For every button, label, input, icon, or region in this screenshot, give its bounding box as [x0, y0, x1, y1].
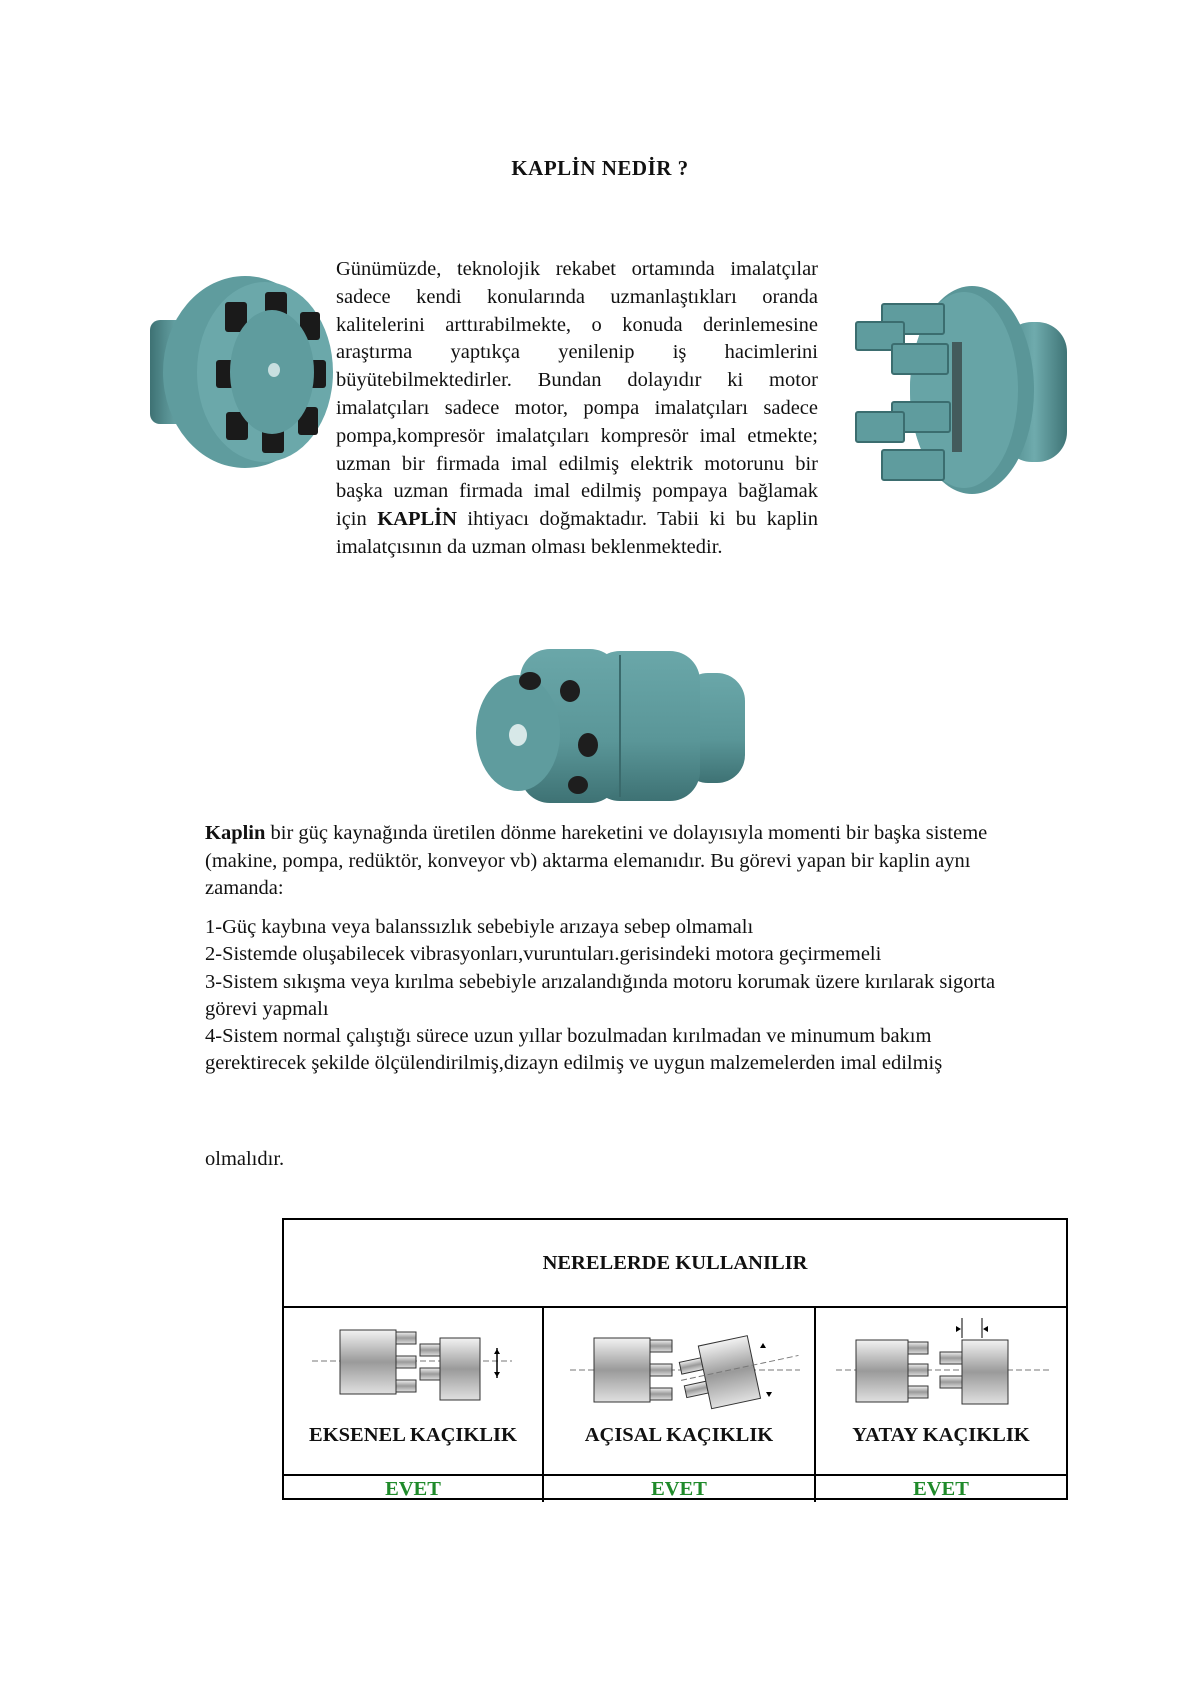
- lateral-misalignment-icon: [836, 1312, 1051, 1412]
- axial-misalignment-label: EKSENEL KAÇIKLIK: [309, 1424, 517, 1446]
- list-item: 2-Sistemde oluşabilecek vibrasyonları,vuruntuları.gerisindeki motora geçirmemeli: [205, 943, 882, 966]
- lateral-misalignment-cell: [816, 1308, 1066, 1474]
- coupling-jaw-side-image: [852, 282, 1070, 496]
- axial-answer: EVET: [284, 1476, 544, 1502]
- angular-answer: EVET: [544, 1476, 816, 1502]
- usage-answer-row: [284, 1474, 1066, 1502]
- list-item: 4-Sistem normal çalıştığı sürece uzun yıllar bozulmadan kırılmadan ve minumum bakım gerektirecek şekilde ölçülendirilmiş,dizayn edilmiş ve uygun malzemelerden imal edilmiş: [205, 1025, 943, 1075]
- intro-bold-term: KAPLİN: [377, 508, 457, 531]
- page-title: KAPLİN NEDİR ?: [511, 156, 689, 180]
- usage-table: [282, 1218, 1068, 1500]
- intro-paragraph: [336, 256, 818, 562]
- list-item: 1-Güç kaybına veya balanssızlık sebebiyle arızaya sebep olmamalı: [205, 916, 754, 938]
- lateral-answer: EVET: [913, 1478, 969, 1500]
- intro-text: Günümüzde, teknolojik rekabet ortamında imalatçılar sadece kendi konularında uzmanlaştıkları oranda kalitelerini arttırabilmekte, o konuda derinlemesine araştırma yaptıkça yenilenip iş hacimlerini büyütebilmektedirler. Bundan dolayıdır ki motor imalatçıları sadece motor, pompa imalatçıları sadece pompa,kompresör imalatçıları kompresör imal etmekte; uzman bir firmada imal edilmiş elektrik motorunu bir başka uzman firmada imal edilmiş pompaya bağlamak için: [336, 258, 818, 531]
- definition-paragraph: [205, 820, 1005, 903]
- angular-misalignment-icon: [570, 1320, 800, 1420]
- usage-table-header: NERELERDE KULLANILIR: [284, 1220, 1066, 1308]
- requirements-list: [205, 914, 1005, 1078]
- list-item: 3-Sistem sıkışma veya kırılma sebebiyle arızalandığında motoru korumak üzere kırılarak sigorta görevi yapmalı: [205, 970, 996, 1020]
- definition-text: bir güç kaynağında üretilen dönme hareketini ve dolayısıyla momenti bir başka sisteme (makine, pompa, redüktör, konveyor vb) aktarma elemanıdır. Bu görevi yapan bir kaplin aynı zamanda:: [205, 822, 988, 899]
- intro-text-end: ihtiyacı doğmaktadır. Tabii ki bu kaplin imalatçısının da uzman olması beklenmektedir.: [336, 508, 818, 558]
- axial-misalignment-cell: [284, 1308, 544, 1474]
- definition-bold-term: Kaplin: [205, 822, 266, 844]
- angular-misalignment-cell: [544, 1308, 816, 1474]
- axial-misalignment-icon: [312, 1318, 512, 1408]
- closing-text: olmalıdır.: [205, 1148, 285, 1170]
- lateral-misalignment-label: YATAY KAÇIKLIK: [852, 1424, 1030, 1446]
- coupling-jaw-front-image: [150, 272, 335, 472]
- coupling-assembled-image: [470, 645, 750, 807]
- angular-misalignment-label: AÇISAL KAÇIKLIK: [584, 1424, 774, 1446]
